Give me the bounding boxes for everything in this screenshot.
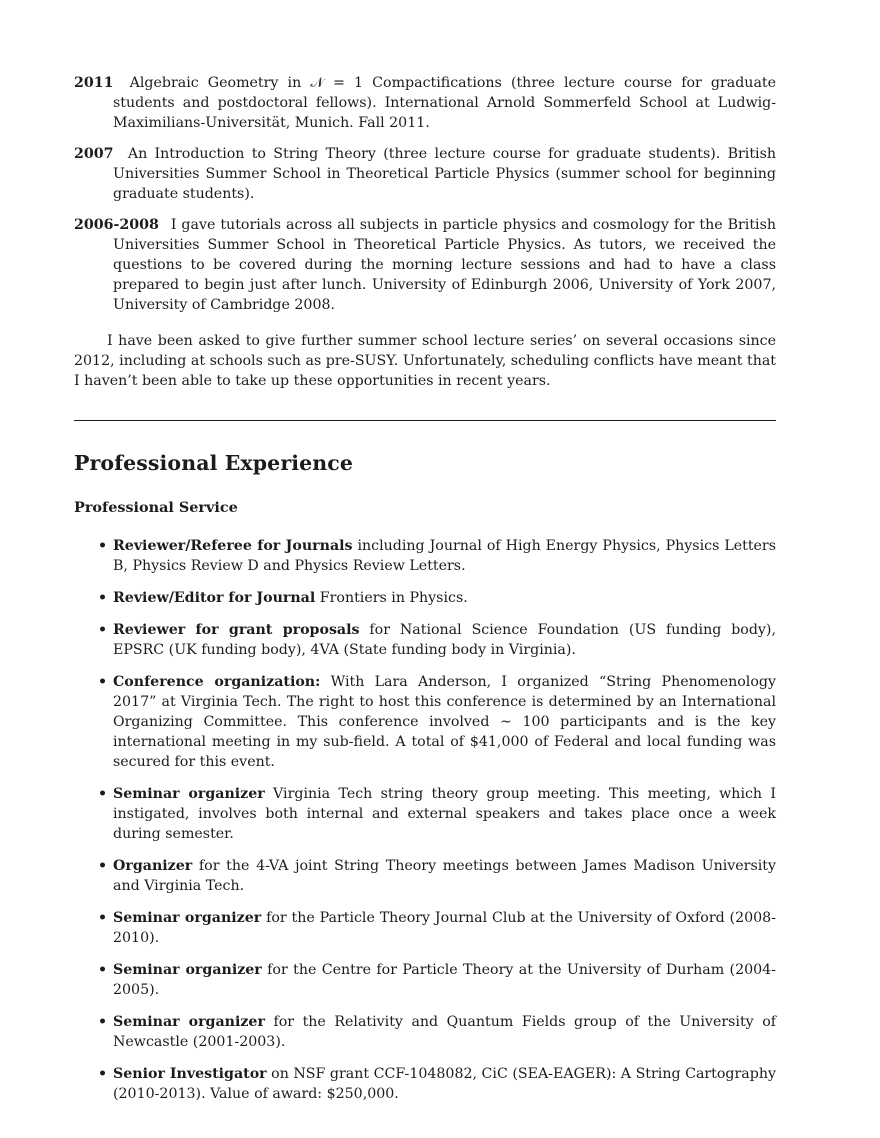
- entry-year: 2011: [74, 75, 114, 91]
- item-text: With Lara Anderson, I organized “String Phenomenology 2017” at Virginia Tech. The right to host this conference is determined by an International Organizing Committee. This conference involved ∼ 100 participants and is the key international meeting in my sub-field. A total of $41,000 of Federal and local funding was secured for this event.: [113, 674, 776, 770]
- closing-paragraph: I have been asked to give further summer school lecture series’ on several occasions since 2012, including at schools such as pre-SUSY. Unfortunately, scheduling conflicts have meant that I haven’t been able to take up these opportunities in recent years.: [74, 333, 776, 389]
- bullet-icon: •: [98, 538, 108, 554]
- bullet-icon: •: [98, 1014, 108, 1030]
- list-item: [74, 784, 776, 844]
- item-text: for the Relativity and Quantum Fields group of the University of Newcastle (2001-2003).: [113, 1014, 776, 1050]
- item-lead: Organizer: [113, 858, 193, 874]
- item-text: including Journal of High Energy Physics, Physics Letters B, Physics Review D and Physics Review Letters.: [113, 538, 776, 574]
- list-item: [74, 908, 776, 948]
- section-title: Professional Experience: [74, 451, 353, 475]
- item-lead: Seminar organizer: [113, 786, 265, 802]
- service-list: [74, 536, 776, 1104]
- item-lead: Seminar organizer: [113, 962, 262, 978]
- item-lead: Seminar organizer: [113, 1014, 265, 1030]
- list-item: [74, 960, 776, 1000]
- teaching-entry-2006-2008: [74, 215, 776, 315]
- bullet-icon: •: [98, 590, 108, 606]
- item-text: Virginia Tech string theory group meeting. This meeting, which I instigated, involves both internal and external speakers and takes place once a week during semester.: [113, 786, 776, 842]
- entry-text: An Introduction to String Theory (three lecture course for graduate students). British Universities Summer School in Theoretical Particle Physics (summer school for beginning graduate students).: [113, 146, 776, 202]
- section-divider: [74, 420, 776, 421]
- bullet-icon: •: [98, 910, 108, 926]
- item-text: for the Centre for Particle Theory at the University of Durham (2004-2005).: [113, 962, 776, 998]
- list-item: [74, 1012, 776, 1052]
- item-lead: Seminar organizer: [113, 910, 262, 926]
- bullet-icon: •: [98, 622, 108, 638]
- list-item: [74, 1064, 776, 1104]
- entry-year: 2006-2008: [74, 217, 159, 233]
- bullet-icon: •: [98, 858, 108, 874]
- entry-text: Algebraic Geometry in 𝒩 = 1 Compactifications (three lecture course for graduate students and postdoctoral fellows). International Arnold Sommerfeld School at Ludwig-Maximilians-Universität, Munich. Fall 2011.: [113, 75, 777, 131]
- item-text: for the 4-VA joint String Theory meetings between James Madison University and Virginia Tech.: [113, 858, 776, 894]
- list-item: [74, 588, 776, 608]
- teaching-entry-2007: [74, 144, 776, 204]
- item-lead: Senior Investigator: [113, 1066, 267, 1082]
- subsection-title: Professional Service: [74, 499, 238, 516]
- entry-year: 2007: [74, 146, 114, 162]
- list-item: [74, 672, 776, 772]
- item-text: on NSF grant CCF-1048082, CiC (SEA-EAGER): A String Cartography (2010-2013). Value of award: $250,000.: [113, 1066, 776, 1102]
- item-text: for the Particle Theory Journal Club at the University of Oxford (2008-2010).: [113, 910, 776, 946]
- page-content: [74, 73, 776, 1116]
- entry-text: I gave tutorials across all subjects in particle physics and cosmology for the British Universities Summer School in Theoretical Particle Physics. As tutors, we received the questions to be covered during the morning lecture sessions and had to have a class prepared to begin just after lunch. University of Edinburgh 2006, University of York 2007, University of Cambridge 2008.: [113, 217, 776, 313]
- bullet-icon: •: [98, 962, 108, 978]
- list-item: [74, 856, 776, 896]
- teaching-entry-2011: [74, 73, 776, 133]
- bullet-icon: •: [98, 674, 108, 690]
- list-item: [74, 620, 776, 660]
- item-lead: Reviewer for grant proposals: [113, 622, 360, 638]
- list-item: [74, 536, 776, 576]
- item-text: for National Science Foundation (US funding body), EPSRC (UK funding body), 4VA (State funding body in Virginia).: [113, 622, 776, 658]
- bullet-icon: •: [98, 1066, 108, 1082]
- item-lead: Reviewer/Referee for Journals: [113, 538, 353, 554]
- bullet-icon: •: [98, 786, 108, 802]
- item-lead: Conference organization:: [113, 674, 321, 690]
- item-lead: Review/Editor for Journal: [113, 590, 316, 606]
- item-text: Frontiers in Physics.: [315, 590, 468, 606]
